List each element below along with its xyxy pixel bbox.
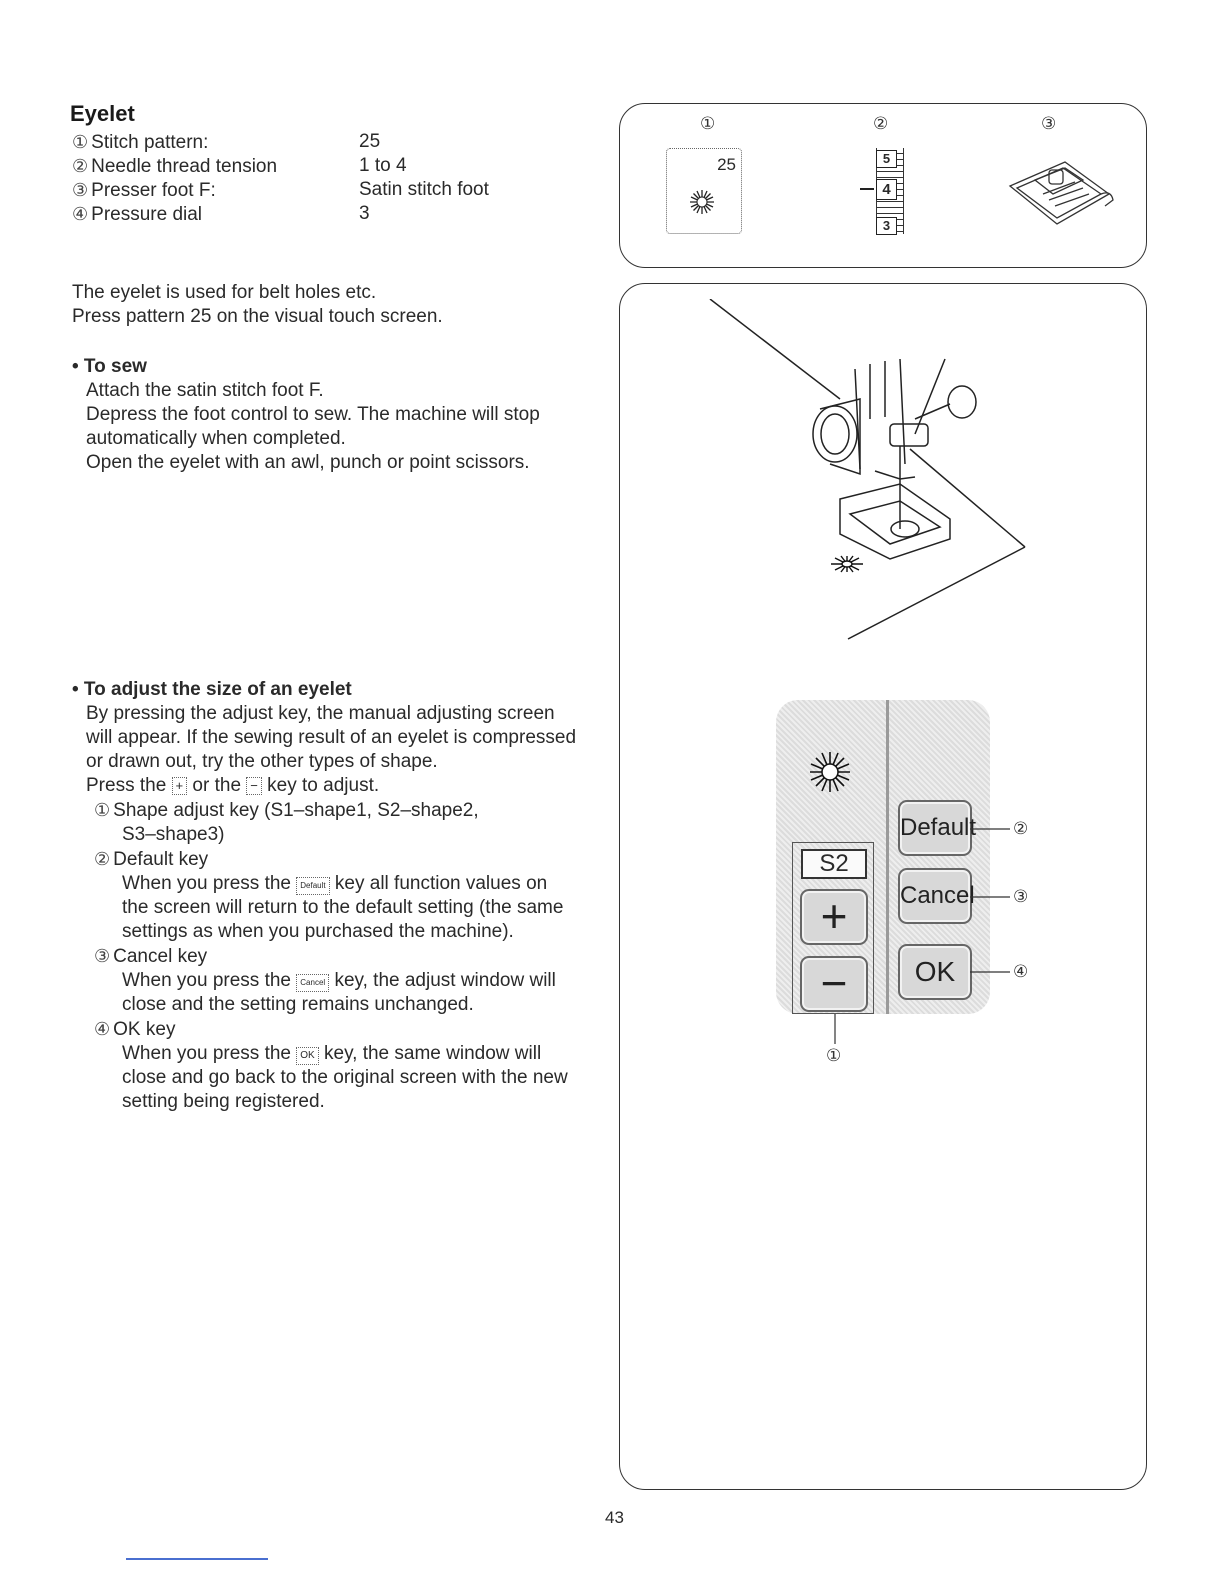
ok-button[interactable]: OK — [898, 944, 972, 1000]
cancel-button[interactable]: Cancel — [898, 868, 972, 924]
page-title: Eyelet — [70, 101, 135, 126]
figure-label-3: ③ — [1041, 114, 1057, 133]
callout-cancel: ③ — [1013, 887, 1029, 906]
adjust-section: • To adjust the size of an eyelet By pressing the adjust key, the manual adjusting screen will appear. If the sewing result of an eyelet is compressed or drawn out, try the other types of shape. Press the + or the − key to adjust. ① Shape adjust key (S1–shape1, S2–shape2, S3–shape3) ② Default key When you press the Default key all function values on the screen will return to the default setting (the same settings as when you purchased the machine). ③ Cancel key When you press the Cancel key, the adjust window will close and the setting remains unchanged. ④ OK key When you press the OK key, the same window will close and go back to the original screen with the new setting being registered. — [72, 678, 617, 1114]
callout-ok: ④ — [1013, 962, 1029, 981]
tension-dial: 5 4 3 — [860, 148, 910, 234]
press-instruction: Press the + or the − key to adjust. — [86, 775, 380, 796]
pattern-tile — [666, 148, 742, 234]
default-key-ref: Default — [296, 877, 329, 895]
satin-stitch-foot-icon — [1005, 154, 1115, 234]
intro-text: The eyelet is used for belt holes etc. Press pattern 25 on the visual touch screen. — [72, 282, 443, 327]
plus-button[interactable]: + — [800, 889, 868, 945]
ok-key-ref: OK — [296, 1047, 318, 1065]
callout-lines — [620, 284, 1148, 1084]
minus-button[interactable]: − — [800, 956, 868, 1012]
settings-figure-frame — [619, 103, 1147, 268]
minus-key-ref: − — [246, 777, 262, 795]
cancel-key-ref: Cancel — [296, 974, 329, 992]
default-button[interactable]: Default — [898, 800, 972, 856]
page-number: 43 — [605, 1508, 624, 1527]
to-sew-section: • To sew Attach the satin stitch foot F. Depress the foot control to sew. The machine will stop automatically when completed. Open the eyelet with an awl, punch or point scissors. — [72, 355, 612, 475]
footer-rule — [126, 1558, 268, 1560]
callout-shape-adjust: ① — [826, 1046, 842, 1065]
to-sew-heading: • To sew — [72, 356, 147, 377]
figure-label-2: ② — [873, 114, 889, 133]
eyelet-icon — [689, 189, 715, 215]
pattern-number: 25 — [717, 155, 736, 174]
plus-key-ref: + — [172, 777, 188, 795]
illustration-frame — [619, 283, 1147, 1490]
callout-default: ② — [1013, 819, 1029, 838]
figure-label-1: ① — [700, 114, 716, 133]
adjust-heading: • To adjust the size of an eyelet — [72, 679, 352, 700]
shape-display: S2 — [801, 849, 867, 879]
